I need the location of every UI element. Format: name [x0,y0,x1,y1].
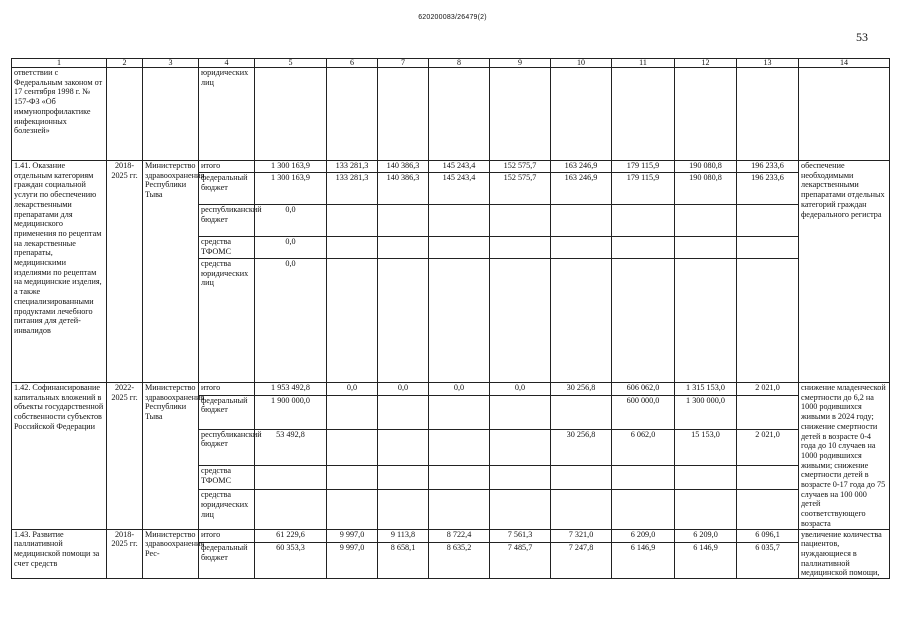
col-number: 9 [490,59,551,68]
funding-source: юридических лиц [199,68,255,161]
value-cell: 6 062,0 [612,429,675,465]
value-cell: 9 997,0 [327,543,378,579]
value-cell: 0,0 [378,383,429,396]
executor: Министерство здравоохранения Республики Тыва [143,383,199,530]
value-cell: 140 386,3 [378,173,429,205]
col-number: 7 [378,59,429,68]
page-number: 53 [856,30,868,44]
value-cell: 0,0 [327,383,378,396]
funding-source: федеральный бюджет [199,543,255,579]
col-number: 11 [612,59,675,68]
table-row [12,68,890,161]
value-cell: 133 281,3 [327,161,378,173]
col-number: 12 [675,59,737,68]
funding-source: итого [199,161,255,173]
funding-source: федеральный бюджет [199,395,255,429]
funding-source: республиканский бюджет [199,429,255,465]
value-cell: 190 080,8 [675,161,737,173]
value-cell: 0,0 [255,205,327,237]
executor: Министерство здравоохранения Рес- [143,529,199,579]
period: 2022-2025 гг. [107,383,143,530]
value-cell: 8 722,4 [429,529,490,543]
value-cell: 7 561,3 [490,529,551,543]
period: 2018-2025 гг. [107,529,143,579]
value-cell: 0,0 [490,383,551,396]
value-cell: 7 321,0 [551,529,612,543]
col-number: 3 [143,59,199,68]
funding-source: средства ТФОМС [199,465,255,489]
value-cell: 30 256,8 [551,383,612,396]
value-cell: 6 096,1 [737,529,799,543]
value-cell: 7 247,8 [551,543,612,579]
document-code: 620200083/26479(2) [418,14,487,21]
col-number: 10 [551,59,612,68]
col-number: 5 [255,59,327,68]
expected-result: обеспечение необходимыми лекарственными препаратами отдельных категорий граждан федерального регистра [799,161,890,383]
value-cell: 133 281,3 [327,173,378,205]
value-cell: 6 209,0 [612,529,675,543]
funding-source: республиканский бюджет [199,205,255,237]
value-cell: 152 575,7 [490,173,551,205]
col-number: 13 [737,59,799,68]
table-row [12,383,890,396]
value-cell: 6 146,9 [612,543,675,579]
funding-source: федеральный бюджет [199,173,255,205]
value-cell: 163 246,9 [551,173,612,205]
col-number: 1 [12,59,107,68]
value-cell: 1 300 163,9 [255,173,327,205]
funding-source: средства юридических лиц [199,259,255,383]
value-cell: 60 353,3 [255,543,327,579]
value-cell: 53 492,8 [255,429,327,465]
funding-source: итого [199,383,255,396]
column-number-row [12,59,890,68]
value-cell: 1 900 000,0 [255,395,327,429]
value-cell: 30 256,8 [551,429,612,465]
col-number: 6 [327,59,378,68]
period: 2018-2025 гг. [107,161,143,383]
value-cell: 1 300 000,0 [675,395,737,429]
value-cell: 61 229,6 [255,529,327,543]
value-cell: 196 233,6 [737,161,799,173]
value-cell: 179 115,9 [612,173,675,205]
value-cell: 6 209,0 [675,529,737,543]
value-cell: 6 035,7 [737,543,799,579]
value-cell: 163 246,9 [551,161,612,173]
value-cell: 8 658,1 [378,543,429,579]
value-cell: 7 485,7 [490,543,551,579]
value-cell: 0,0 [255,237,327,259]
value-cell: 600 000,0 [612,395,675,429]
measure-name: ответствии с Федеральным законом от 17 сентября 1998 г. № 157-ФЗ «Об иммунопрофилактике инфекционных болезней» [12,68,107,161]
executor: Министерство здравоохранения Республики Тыва [143,161,199,383]
value-cell: 606 062,0 [612,383,675,396]
value-cell: 196 233,6 [737,173,799,205]
value-cell: 140 386,3 [378,161,429,173]
expected-result: увеличение количества пациентов, нуждающиеся в паллиативной медицинской помощи, [799,529,890,579]
value-cell: 15 153,0 [675,429,737,465]
value-cell: 9 997,0 [327,529,378,543]
col-number: 2 [107,59,143,68]
value-cell: 1 300 163,9 [255,161,327,173]
measure-name: 1.42. Софинансирование капитальных вложений в объекты государственной собственности субъектов Российской Федерации [12,383,107,530]
value-cell: 152 575,7 [490,161,551,173]
value-cell: 8 635,2 [429,543,490,579]
funding-source: средства ТФОМС [199,237,255,259]
budget-table [11,58,890,579]
value-cell: 9 113,8 [378,529,429,543]
value-cell: 2 021,0 [737,429,799,465]
value-cell: 6 146,9 [675,543,737,579]
value-cell: 179 115,9 [612,161,675,173]
funding-source: итого [199,529,255,543]
value-cell: 1 953 492,8 [255,383,327,396]
value-cell: 145 243,4 [429,161,490,173]
value-cell: 190 080,8 [675,173,737,205]
funding-source: средства юридических лиц [199,490,255,529]
table-row [12,161,890,173]
measure-name: 1.43. Развитие паллиативной медицинской помощи за счет средств [12,529,107,579]
col-number: 4 [199,59,255,68]
col-number: 8 [429,59,490,68]
value-cell: 145 243,4 [429,173,490,205]
value-cell: 2 021,0 [737,383,799,396]
table-row [12,529,890,543]
measure-name: 1.41. Оказание отдельным категориям граждан социальной услуги по обеспечению лекарственными препаратами для медицинского применения по рецептам на лекарственные препараты, медицинскими изделиями по рецептам на медицинские изделия, а также специализированными продуктами лечебного питания для детей-инвалидов [12,161,107,383]
expected-result: снижение младенческой смертности до 6,2 на 1000 родившихся живыми в 2024 году; снижение смертности детей в возрасте 0-4 года до 10 случаев на 1000 родившихся живыми; снижение смертности детей в возрасте 0-17 года до 75 случаев на 100 000 детей соответствующего возраста [799,383,890,530]
col-number: 14 [799,59,890,68]
value-cell: 0,0 [429,383,490,396]
value-cell: 1 315 153,0 [675,383,737,396]
value-cell: 0,0 [255,259,327,383]
